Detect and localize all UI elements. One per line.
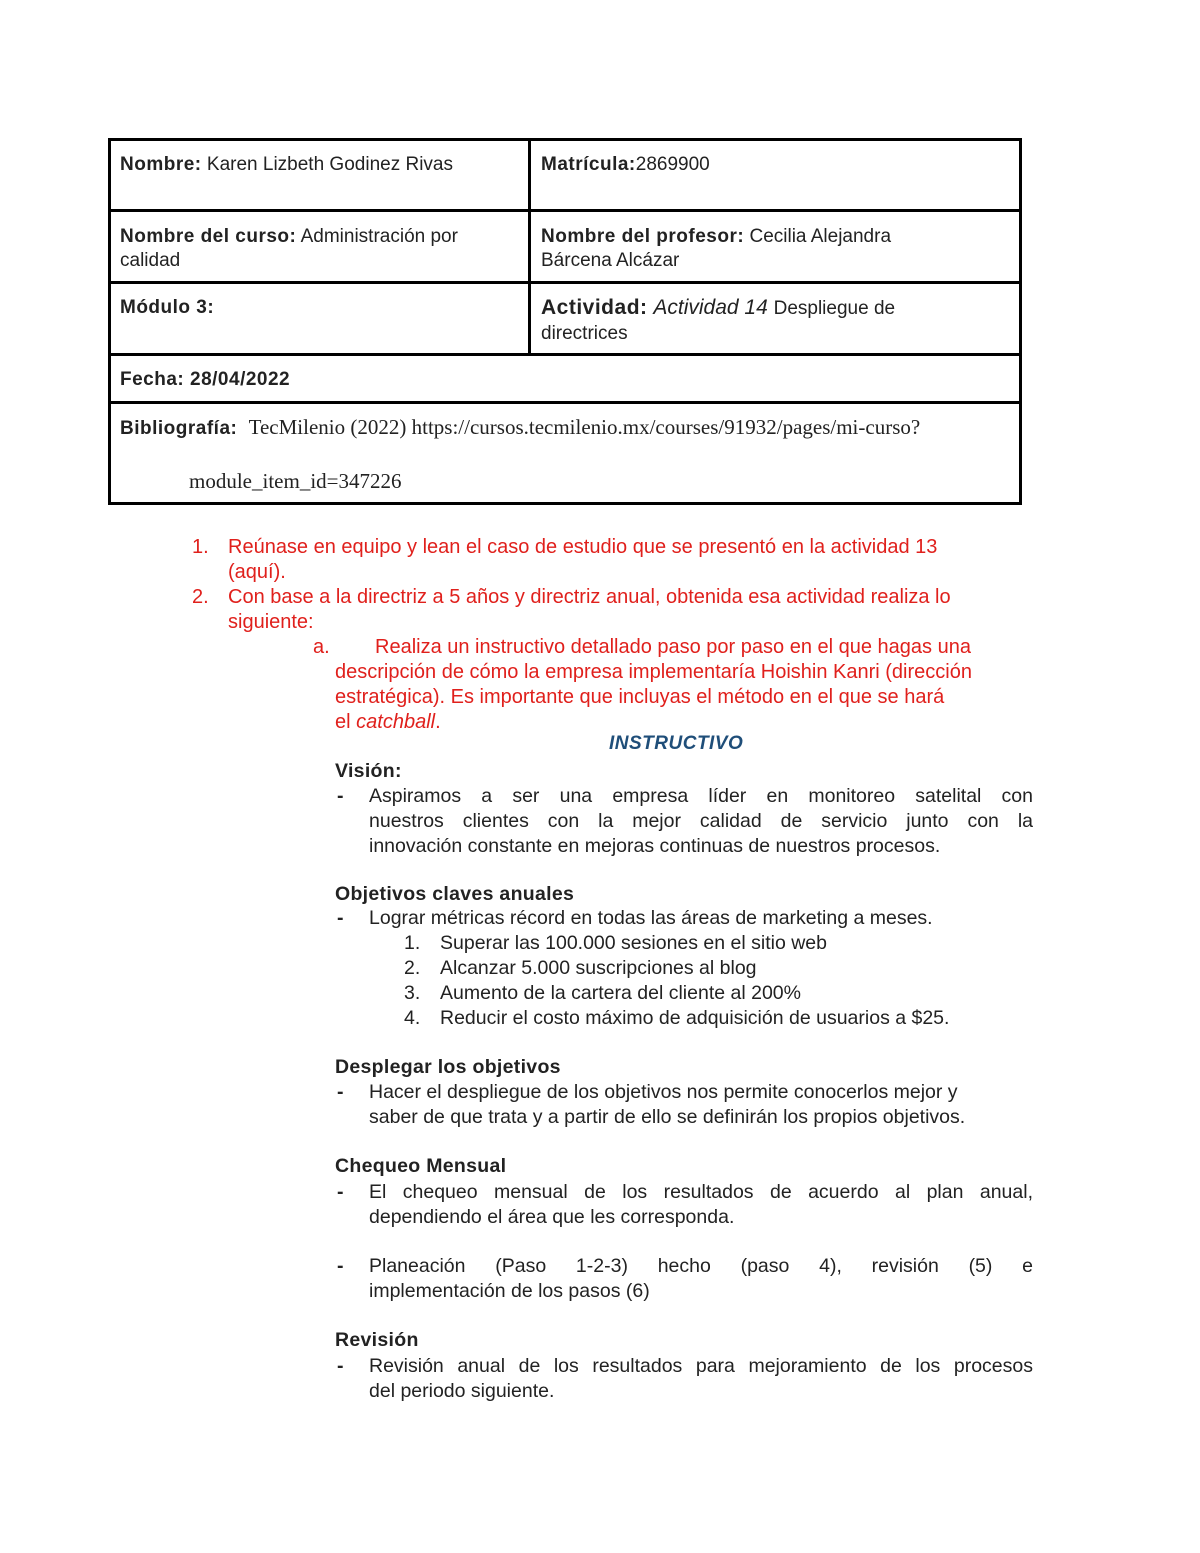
item2-number: 2. [192,586,209,608]
actividad-value-cont: directrices [541,323,628,344]
matricula-value: 2869900 [635,154,710,175]
nombre-label: Nombre: [120,154,202,175]
vision-text [369,784,1033,859]
list-number: 3. [404,982,421,1004]
matricula-cell [541,153,710,177]
bibliografia-value: TecMilenio (2022) https://cursos.tecmilenio.mx/courses/91932/pages/mi-curso? [248,415,921,439]
sub-a-line: estratégica). Es importante que incluyas el método en el que se hará [335,686,945,708]
chequeo-line: Planeación (Paso 1-2-3) hecho (paso 4), revisión (5) e [369,1255,1033,1277]
fecha-cell [120,368,290,392]
bibliografia-value-cont: module_item_id=347226 [189,469,402,493]
item1-line: Reúnase en equipo y lean el caso de estudio que se presentó en la actividad 13 [228,536,938,558]
list-item [404,956,949,981]
actividad-cell [541,295,895,346]
sub-a-period: . [435,711,441,733]
chequeo-text-b [369,1254,1033,1304]
dash-bullet: - [337,1255,344,1277]
sub-a-line: descripción de cómo la empresa implementaría Hoishin Kanri (dirección [335,661,972,683]
fecha-label: Fecha: 28/04/2022 [120,369,291,390]
desplegar-text [369,1080,965,1130]
objetivos-text: Lograr métricas récord en todas las áreas de marketing a meses. [369,907,933,929]
desplegar-heading: Desplegar los objetivos [335,1056,561,1078]
sub-a-line: el [335,711,351,733]
profesor-value-cont: Bárcena Alcázar [541,250,680,271]
chequeo-line: dependiendo el área que les corresponda. [369,1206,735,1228]
vision-line: Aspiramos a ser una empresa líder en monitoreo satelital con [369,785,1033,807]
curso-label: Nombre del curso: [120,226,297,247]
objetivos-list [404,931,949,1031]
list-text: Reducir el costo máximo de adquisición de usuarios a $25. [440,1007,950,1029]
dash-bullet: - [337,907,344,929]
vision-line: nuestros clientes con la mejor calidad de servicio junto con la [369,810,1033,832]
dash-bullet: - [337,1355,344,1377]
desplegar-line: Hacer el despliegue de los objetivos nos permite conocerlos mejor y [369,1081,958,1103]
dash-bullet: - [337,1081,344,1103]
sub-a-letter: a. [313,636,330,658]
sub-a-line: Realiza un instructivo detallado paso por paso en el que hagas una [375,636,971,658]
dash-bullet: - [337,1181,344,1203]
nombre-cell [120,153,453,177]
chequeo-line: implementación de los pasos (6) [369,1280,650,1302]
revision-line: Revisión anual de los resultados para mejoramiento de los procesos [369,1355,1033,1377]
profesor-cell [541,225,891,273]
revision-line: del periodo siguiente. [369,1380,555,1402]
desplegar-line: saber de que trata y a partir de ello se definirán los propios objetivos. [369,1106,966,1128]
matricula-label: Matrícula: [541,154,636,175]
vision-line: innovación constante en mejoras continuas de nuestros procesos. [369,835,941,857]
nombre-value: Karen Lizbeth Godinez Rivas [206,154,453,175]
revision-heading: Revisión [335,1329,419,1351]
bibliografia-cell [120,415,920,441]
dash-bullet: - [337,785,344,807]
actividad-label: Actividad: [541,296,648,319]
item1-text [228,535,937,585]
list-number: 1. [404,932,421,954]
profesor-label: Nombre del profesor: [541,226,745,247]
actividad-italic: Actividad 14 [653,296,768,319]
curso-value: Administración por [300,226,458,247]
modulo-label: Módulo 3: [120,297,215,318]
curso-cell [120,225,458,273]
chequeo-line: El chequeo mensual de los resultados de acuerdo al plan anual, [369,1181,1033,1203]
chequeo-text-a [369,1180,1033,1230]
list-text: Alcanzar 5.000 suscripciones al blog [440,957,757,979]
instructivo-title: INSTRUCTIVO [609,733,744,754]
list-item [404,981,949,1006]
catchball-term: catchball [356,711,436,733]
list-text: Aumento de la cartera del cliente al 200% [440,982,801,1004]
list-number: 4. [404,1007,421,1029]
vision-heading: Visión: [335,760,402,782]
modulo-cell [120,296,214,320]
item2-line: Con base a la directriz a 5 años y directriz anual, obtenida esa actividad realiza lo [228,586,951,608]
item1-number: 1. [192,536,209,558]
sub-a-text [335,635,1035,735]
actividad-value: Despliegue de [773,298,896,319]
list-item [404,931,949,956]
bibliografia-label: Bibliografía: [120,418,238,439]
list-number: 2. [404,957,421,979]
item2-line: siguiente: [228,611,314,633]
objetivos-heading: Objetivos claves anuales [335,883,575,905]
item2-text [228,585,951,635]
item1-line: (aquí). [228,561,286,583]
list-text: Superar las 100.000 sesiones en el sitio web [440,932,827,954]
chequeo-heading: Chequeo Mensual [335,1155,507,1177]
profesor-value: Cecilia Alejandra [749,226,892,247]
list-item [404,1006,949,1031]
curso-value-cont: calidad [120,250,181,271]
revision-text [369,1354,1033,1404]
